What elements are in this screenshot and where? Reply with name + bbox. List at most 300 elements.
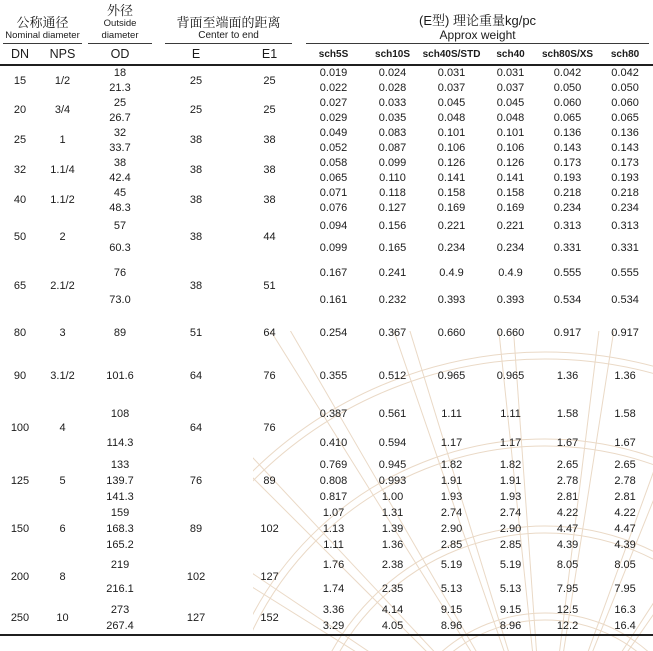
weight-cell: 2.81 <box>614 491 636 503</box>
od-cell: 21.3 <box>109 81 131 94</box>
weight-cell: 2.78 <box>556 475 579 487</box>
weight-cell: 1.91 <box>499 475 522 487</box>
table-row <box>0 399 653 428</box>
e-cell: 38 <box>189 280 203 292</box>
weight-cell: 2.78 <box>614 475 636 487</box>
group-outside-diameter <box>85 0 155 44</box>
e1-cell: 25 <box>263 104 276 116</box>
weight-cell: 0.594 <box>378 436 407 449</box>
table-row <box>0 80 653 95</box>
col-sch40s-std: sch40S/STD <box>420 44 483 65</box>
weight-cell: 0.099 <box>319 242 348 254</box>
table-row <box>0 110 653 125</box>
od-cell: 57 <box>113 220 127 232</box>
size-group-250 <box>0 601 653 635</box>
weight-cell: 0.817 <box>319 491 348 503</box>
dn-cell: 125 <box>10 475 30 487</box>
weight-cell: 5.19 <box>499 559 522 571</box>
od-cell: 26.7 <box>109 111 131 124</box>
nps-cell: 4 <box>59 422 66 434</box>
weight-cell: 0.4.9 <box>439 266 464 279</box>
weight-cell: 0.193 <box>553 171 582 184</box>
size-group-65 <box>0 259 653 313</box>
weight-cell: 0.221 <box>496 220 525 232</box>
weight-cell: 8.96 <box>440 620 463 632</box>
e-cell: 76 <box>189 475 203 487</box>
weight-cell: 1.93 <box>440 491 463 503</box>
size-group-50 <box>0 215 653 259</box>
table-row <box>0 313 653 353</box>
e-cell: 25 <box>189 74 203 87</box>
group-label-zh: 公称通径 <box>16 15 69 30</box>
weight-cell: 0.031 <box>437 67 466 79</box>
table-row <box>0 353 653 399</box>
od-cell: 219 <box>110 559 130 571</box>
weight-cell: 1.17 <box>440 436 463 449</box>
dn-cell: 32 <box>13 164 27 176</box>
table-row <box>0 125 653 140</box>
size-group-80 <box>0 313 653 353</box>
e-cell: 38 <box>189 134 203 146</box>
weight-cell: 0.173 <box>553 156 582 169</box>
table-row <box>0 618 653 635</box>
col-sch80: sch80 <box>597 44 653 65</box>
weight-cell: 0.136 <box>611 126 639 139</box>
od-cell: 38 <box>113 156 127 169</box>
weight-cell: 0.118 <box>379 186 406 199</box>
table-row <box>0 259 653 286</box>
weight-cell: 0.393 <box>496 293 525 306</box>
weight-cell: 0.045 <box>496 96 525 109</box>
od-cell: 216.1 <box>106 583 134 595</box>
od-cell: 25 <box>113 96 127 109</box>
e-cell: 64 <box>189 422 203 434</box>
weight-cell: 1.11 <box>500 407 521 420</box>
weight-cell: 0.126 <box>437 156 466 169</box>
weight-cell: 0.099 <box>378 156 407 169</box>
e1-cell: 64 <box>263 327 276 339</box>
e1-cell: 38 <box>263 194 276 206</box>
weight-cell: 0.024 <box>378 67 407 79</box>
table-row <box>0 489 653 505</box>
weight-cell: 1.67 <box>556 436 579 449</box>
column-header-row <box>0 44 653 65</box>
weight-cell: 3.36 <box>322 603 345 616</box>
od-cell: 273 <box>110 603 130 616</box>
od-cell: 45 <box>113 186 127 199</box>
dn-cell: 65 <box>13 280 27 292</box>
group-label-zh: (E型) 理论重量kg/pc <box>419 13 537 28</box>
weight-cell: 4.05 <box>381 620 404 632</box>
weight-cell: 0.050 <box>553 81 582 94</box>
weight-cell: 0.221 <box>437 220 466 232</box>
table-row <box>0 457 653 473</box>
col-sch5s: sch5S <box>302 44 365 65</box>
weight-cell: 0.660 <box>496 327 525 339</box>
weight-cell: 0.193 <box>611 171 639 184</box>
table-row <box>0 65 653 80</box>
weight-cell: 0.561 <box>378 407 407 420</box>
weight-cell: 2.65 <box>556 459 579 471</box>
weight-cell: 1.36 <box>381 539 404 551</box>
col-sch40: sch40 <box>483 44 538 65</box>
weight-cell: 0.143 <box>611 141 639 154</box>
weight-cell: 0.052 <box>319 141 348 154</box>
weight-cell: 0.042 <box>553 67 582 79</box>
weight-cell: 0.169 <box>437 201 466 214</box>
weight-cell: 0.534 <box>553 293 582 306</box>
weight-cell: 0.234 <box>437 242 466 254</box>
weight-cell: 0.367 <box>378 327 407 339</box>
weight-cell: 1.36 <box>614 370 636 382</box>
weight-cell: 2.90 <box>499 523 522 535</box>
weight-cell: 1.58 <box>556 407 579 420</box>
weight-cell: 0.060 <box>611 96 639 109</box>
weight-cell: 1.74 <box>322 583 345 595</box>
weight-cell: 12.2 <box>556 620 579 632</box>
group-nominal-diameter <box>0 0 85 44</box>
table-row <box>0 577 653 601</box>
dn-cell: 50 <box>13 231 27 243</box>
weight-cell: 16.4 <box>614 620 636 632</box>
size-group-32 <box>0 155 653 185</box>
weight-cell: 0.512 <box>378 370 407 382</box>
od-cell: 141.3 <box>106 491 134 503</box>
dn-cell: 25 <box>13 134 27 146</box>
weight-cell: 9.15 <box>499 603 522 616</box>
weight-cell: 0.048 <box>496 111 525 124</box>
e-cell: 127 <box>186 611 206 624</box>
weight-cell: 0.027 <box>319 96 348 109</box>
od-cell: 108 <box>110 407 130 420</box>
weight-cell: 1.82 <box>440 459 463 471</box>
weight-cell: 0.331 <box>553 242 582 254</box>
weight-cell: 0.234 <box>611 201 639 214</box>
nps-cell: 2.1/2 <box>50 280 75 292</box>
table-row <box>0 155 653 170</box>
od-cell: 139.7 <box>106 475 134 487</box>
weight-cell: 4.22 <box>556 507 579 519</box>
group-approx-weight <box>302 0 653 44</box>
weight-cell: 0.313 <box>553 220 582 232</box>
weight-cell: 1.91 <box>440 475 463 487</box>
col-e1: E1 <box>237 44 302 65</box>
weight-cell: 0.158 <box>496 186 525 199</box>
e-cell: 38 <box>189 194 203 206</box>
table-row <box>0 537 653 553</box>
group-header-row <box>0 0 653 44</box>
weight-cell: 0.167 <box>319 266 348 279</box>
weight-cell: 0.045 <box>437 96 466 109</box>
table-row <box>0 428 653 457</box>
weight-cell: 0.071 <box>319 186 348 199</box>
weight-cell: 8.05 <box>614 559 636 571</box>
weight-cell: 1.58 <box>614 407 636 420</box>
weight-cell: 0.106 <box>437 141 466 154</box>
dn-cell: 200 <box>10 571 30 583</box>
od-cell: 48.3 <box>109 201 131 214</box>
weight-cell: 0.218 <box>611 186 639 199</box>
weight-cell: 2.85 <box>440 539 463 551</box>
group-label-en: Outside diameter <box>101 18 139 41</box>
col-od: OD <box>85 44 155 65</box>
size-group-20 <box>0 95 653 125</box>
od-cell: 76 <box>113 266 127 279</box>
weight-cell: 2.65 <box>614 459 636 471</box>
e1-cell: 127 <box>260 571 279 583</box>
weight-cell: 2.81 <box>556 491 579 503</box>
table-row <box>0 473 653 489</box>
weight-cell: 0.555 <box>611 266 639 279</box>
weight-cell: 0.917 <box>553 327 582 339</box>
weight-cell: 0.101 <box>437 126 466 139</box>
table-row <box>0 200 653 215</box>
weight-cell: 0.094 <box>319 220 348 232</box>
dn-cell: 80 <box>13 327 27 339</box>
weight-cell: 1.17 <box>499 436 522 449</box>
weight-cell: 0.060 <box>553 96 582 109</box>
weight-cell: 0.965 <box>496 370 525 382</box>
e1-cell: 38 <box>263 134 276 146</box>
weight-cell: 1.13 <box>322 523 345 535</box>
weight-cell: 0.313 <box>611 220 639 232</box>
nps-cell: 1.1/2 <box>50 194 75 206</box>
weight-cell: 0.993 <box>378 475 407 487</box>
weight-cell: 0.965 <box>437 370 466 382</box>
dn-cell: 15 <box>13 74 27 87</box>
col-sch80s-xs: sch80S/XS <box>538 44 597 65</box>
weight-cell: 2.90 <box>440 523 463 535</box>
weight-cell: 2.35 <box>381 583 404 595</box>
od-cell: 73.0 <box>109 293 131 306</box>
group-label-en: Nominal diameter <box>5 30 80 41</box>
weight-cell: 0.917 <box>611 327 639 339</box>
e1-cell: 102 <box>260 523 279 535</box>
weight-cell: 0.254 <box>319 327 348 339</box>
nps-cell: 2 <box>59 231 66 243</box>
weight-cell: 1.31 <box>381 507 404 519</box>
weight-cell: 0.106 <box>496 141 525 154</box>
col-sch10s: sch10S <box>365 44 420 65</box>
weight-cell: 0.037 <box>437 81 466 94</box>
nps-cell: 8 <box>59 571 66 583</box>
od-cell: 42.4 <box>109 171 131 184</box>
weight-cell: 0.083 <box>378 126 407 139</box>
weight-cell: 1.93 <box>499 491 522 503</box>
od-cell: 89 <box>113 327 127 339</box>
e-cell: 51 <box>189 327 203 339</box>
dn-cell: 150 <box>10 523 30 535</box>
weight-cell: 0.127 <box>378 201 407 214</box>
weight-cell: 4.39 <box>614 539 636 551</box>
weight-cell: 0.031 <box>496 67 525 79</box>
table-header <box>0 0 653 65</box>
weight-cell: 0.065 <box>611 111 639 124</box>
dn-cell: 90 <box>13 370 27 382</box>
weight-cell: 2.38 <box>381 559 404 571</box>
weight-cell: 0.065 <box>319 171 348 184</box>
od-cell: 267.4 <box>106 620 134 632</box>
weight-cell: 0.048 <box>437 111 466 124</box>
od-cell: 133 <box>110 459 130 471</box>
weight-cell: 0.218 <box>553 186 582 199</box>
weight-cell: 0.387 <box>319 407 348 420</box>
table-row <box>0 170 653 185</box>
nps-cell: 1 <box>59 134 66 146</box>
size-group-15 <box>0 65 653 95</box>
weight-cell: 1.11 <box>441 407 462 420</box>
nps-cell: 3/4 <box>54 104 71 116</box>
weight-cell: 0.019 <box>319 67 348 79</box>
group-label-en: Approx weight <box>439 28 516 42</box>
size-group-125 <box>0 457 653 505</box>
col-dn: DN <box>0 44 40 65</box>
weight-cell: 0.158 <box>437 186 466 199</box>
weight-cell: 4.39 <box>556 539 579 551</box>
nps-cell: 3 <box>59 327 66 339</box>
weight-cell: 0.165 <box>378 242 407 254</box>
weight-cell: 0.173 <box>611 156 639 169</box>
col-nps: NPS <box>40 44 85 65</box>
weight-cell: 1.11 <box>323 539 344 551</box>
e-cell: 38 <box>189 231 203 243</box>
od-cell: 168.3 <box>106 523 134 535</box>
weight-cell: 4.47 <box>556 523 579 535</box>
weight-cell: 2.74 <box>499 507 522 519</box>
weight-cell: 0.058 <box>319 156 348 169</box>
weight-cell: 0.393 <box>437 293 466 306</box>
weight-cell: 0.234 <box>553 201 582 214</box>
e-cell: 25 <box>189 104 203 116</box>
weight-cell: 0.241 <box>378 266 407 279</box>
e1-cell: 76 <box>263 370 276 382</box>
weight-cell: 0.331 <box>611 242 639 254</box>
dn-cell: 100 <box>10 422 30 434</box>
col-e: E <box>155 44 237 65</box>
weight-cell: 0.4.9 <box>498 266 523 279</box>
dn-cell: 250 <box>10 611 30 624</box>
weight-cell: 0.028 <box>378 81 407 94</box>
weight-cell: 2.74 <box>440 507 463 519</box>
weight-cell: 4.22 <box>614 507 636 519</box>
group-label-zh: 背面至端面的距离 <box>176 15 281 30</box>
weight-cell: 0.660 <box>437 327 466 339</box>
nps-cell: 1/2 <box>54 74 71 87</box>
weight-cell: 0.161 <box>319 293 348 306</box>
size-group-90 <box>0 353 653 399</box>
e-cell: 38 <box>189 164 203 176</box>
weight-cell: 0.035 <box>378 111 407 124</box>
weight-cell: 4.47 <box>614 523 636 535</box>
weight-cell: 0.101 <box>496 126 525 139</box>
weight-cell: 3.29 <box>322 620 345 632</box>
table-row <box>0 553 653 577</box>
weight-cell: 0.143 <box>553 141 582 154</box>
weight-cell: 0.169 <box>496 201 525 214</box>
table-row <box>0 215 653 237</box>
size-group-100 <box>0 399 653 457</box>
nps-cell: 3.1/2 <box>50 370 75 382</box>
weight-cell: 0.534 <box>611 293 639 306</box>
weight-cell: 0.156 <box>378 220 407 232</box>
weight-cell: 0.050 <box>611 81 639 94</box>
table-row <box>0 286 653 313</box>
weight-cell: 0.141 <box>496 171 525 184</box>
weight-cell: 0.234 <box>496 242 525 254</box>
weight-cell: 1.82 <box>499 459 522 471</box>
weight-cell: 8.96 <box>499 620 522 632</box>
weight-cell: 1.39 <box>381 523 404 535</box>
weight-cell: 0.769 <box>319 459 348 471</box>
od-cell: 60.3 <box>109 242 131 254</box>
e1-cell: 51 <box>263 280 276 292</box>
weight-cell: 4.14 <box>381 603 404 616</box>
weight-cell: 0.022 <box>319 81 348 94</box>
weight-cell: 0.555 <box>553 266 582 279</box>
weight-cell: 12.5 <box>556 603 579 616</box>
table-row <box>0 601 653 618</box>
weight-cell: 1.36 <box>556 370 579 382</box>
size-group-150 <box>0 505 653 553</box>
weight-cell: 0.808 <box>319 475 348 487</box>
weight-cell: 1.67 <box>614 436 636 449</box>
weight-cell: 0.065 <box>553 111 582 124</box>
dn-cell: 20 <box>13 104 27 116</box>
size-group-25 <box>0 125 653 155</box>
weight-cell: 1.07 <box>322 507 345 519</box>
weight-cell: 5.13 <box>440 583 463 595</box>
group-label-en: Center to end <box>198 30 259 41</box>
od-cell: 101.6 <box>106 370 134 382</box>
table-row <box>0 140 653 155</box>
od-cell: 33.7 <box>109 141 131 154</box>
e1-cell: 76 <box>263 422 276 434</box>
table-row <box>0 95 653 110</box>
weight-cell: 5.13 <box>499 583 522 595</box>
weight-cell: 0.033 <box>378 96 407 109</box>
weight-cell: 0.037 <box>496 81 525 94</box>
weight-cell: 16.3 <box>614 603 636 616</box>
weight-cell: 7.95 <box>614 583 636 595</box>
table-row <box>0 185 653 200</box>
weight-cell: 0.126 <box>496 156 525 169</box>
e1-cell: 89 <box>263 475 276 487</box>
weight-cell: 1.76 <box>322 559 345 571</box>
weight-cell: 0.029 <box>319 111 348 124</box>
weight-cell: 0.042 <box>611 67 639 79</box>
weight-cell: 0.110 <box>379 171 406 184</box>
weight-cell: 7.95 <box>556 583 579 595</box>
table-row <box>0 521 653 537</box>
nps-cell: 1.1/4 <box>50 164 75 176</box>
od-cell: 159 <box>110 507 130 519</box>
od-cell: 18 <box>113 67 127 79</box>
dn-cell: 40 <box>13 194 27 206</box>
weight-cell: 5.19 <box>440 559 463 571</box>
weight-cell: 0.087 <box>378 141 407 154</box>
nps-cell: 6 <box>59 523 66 535</box>
e-cell: 89 <box>189 523 203 535</box>
weight-cell: 0.049 <box>319 126 348 139</box>
od-cell: 165.2 <box>106 539 134 551</box>
group-label-zh: 外径 <box>107 3 134 18</box>
od-cell: 32 <box>113 126 127 139</box>
table-row <box>0 505 653 521</box>
size-group-200 <box>0 553 653 601</box>
weight-cell: 1.00 <box>381 491 404 503</box>
table-row <box>0 237 653 259</box>
weight-cell: 0.141 <box>437 171 466 184</box>
